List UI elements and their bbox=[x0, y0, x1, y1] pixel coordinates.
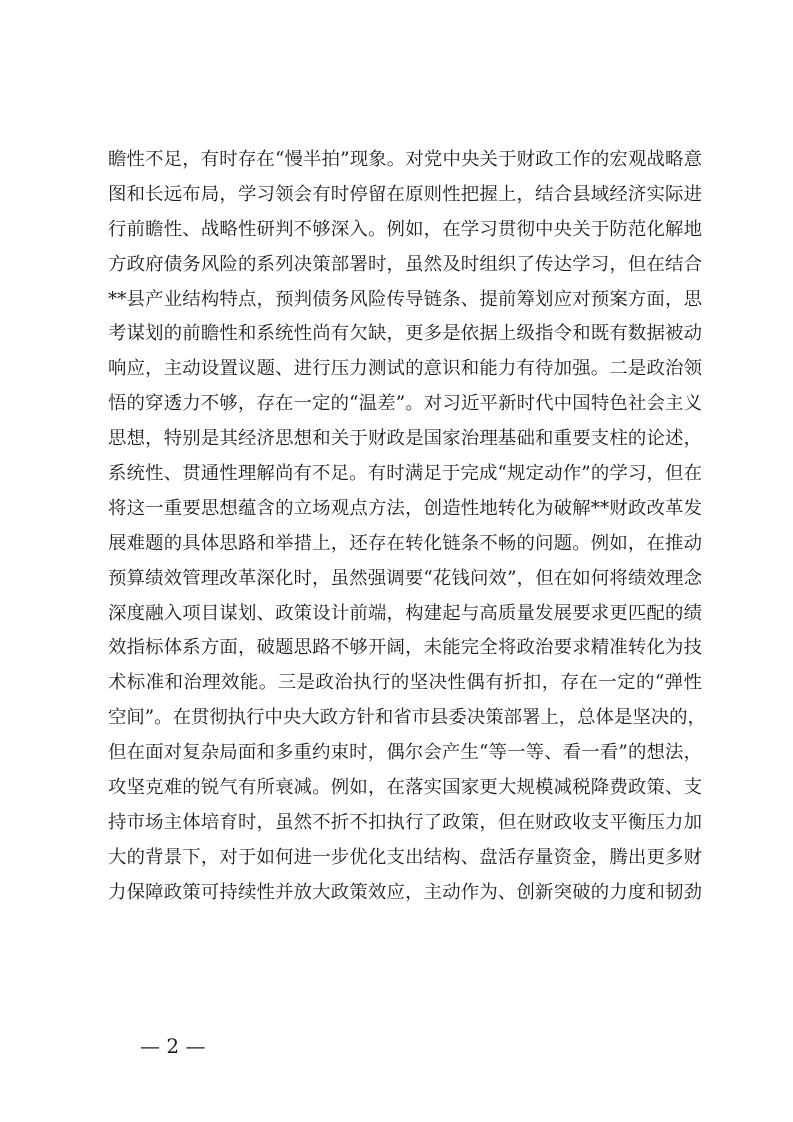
text-line: 悟的穿透力不够，存在一定的“温差”。对习近平新时代中国特色社会主义 bbox=[108, 393, 702, 415]
text-line: 行前瞻性、战略性研判不够深入。例如，在学习贯彻中央关于防范化解地 bbox=[108, 218, 702, 240]
text-line: 大的背景下，对于如何进一步优化支出结构、盘活存量资金，腾出更多财 bbox=[108, 846, 702, 868]
text-line: 思想，特别是其经济思想和关于财政是国家治理基础和重要支柱的论述， bbox=[108, 428, 702, 450]
text-line: 考谋划的前瞻性和系统性尚有欠缺，更多是依据上级指令和既有数据被动 bbox=[108, 323, 702, 345]
body-paragraph bbox=[108, 143, 706, 911]
text-line: 响应，主动设置议题、进行压力测试的意识和能力有待加强。二是政治领 bbox=[108, 358, 702, 380]
text-line: 空间”。在贯彻执行中央大政方针和省市县委决策部署上，总体是坚决的， bbox=[108, 707, 706, 729]
text-line: 系统性、贯通性理解尚有不足。有时满足于完成“规定动作”的学习，但在 bbox=[108, 463, 702, 485]
text-line: 将这一重要思想蕴含的立场观点方法，创造性地转化为破解**财政改革发 bbox=[108, 497, 702, 519]
text-line: 瞻性不足，有时存在“慢半拍”现象。对党中央关于财政工作的宏观战略意 bbox=[108, 149, 702, 170]
text-line: 深度融入项目谋划、政策设计前端，构建起与高质量发展要求更匹配的绩 bbox=[108, 602, 702, 624]
text-line: 预算绩效管理改革深化时，虽然强调要“花钱问效”，但在如何将绩效理念 bbox=[108, 567, 702, 589]
text-line: 效指标体系方面，破题思路不够开阔，未能完全将政治要求精准转化为技 bbox=[108, 637, 702, 659]
text-line: 展难题的具体思路和举措上，还存在转化链条不畅的问题。例如，在推动 bbox=[108, 532, 702, 554]
text-line: 持市场主体培育时，虽然不折不扣执行了政策，但在财政收支平衡压力加 bbox=[108, 811, 702, 833]
page-number: — 2 — bbox=[140, 1034, 206, 1058]
text-line: 攻坚克难的锐气有所衰减。例如，在落实国家更大规模减税降费政策、支 bbox=[108, 777, 702, 799]
text-line: **县产业结构特点，预判债务风险传导链条、提前筹划应对预案方面，思 bbox=[108, 288, 702, 310]
text-line: 术标准和治理效能。三是政治执行的坚决性偶有折扣，存在一定的“弹性 bbox=[108, 672, 702, 694]
text-line: 但在面对复杂局面和多重约束时，偶尔会产生“等一等、看一看”的想法， bbox=[108, 742, 702, 764]
text-line: 力保障政策可持续性并放大政策效应，主动作为、创新突破的力度和韧劲 bbox=[108, 881, 702, 903]
text-line: 图和长远布局，学习领会有时停留在原则性把握上，结合县域经济实际进 bbox=[108, 183, 702, 205]
text-line: 方政府债务风险的系列决策部署时，虽然及时组织了传达学习，但在结合 bbox=[108, 253, 702, 275]
